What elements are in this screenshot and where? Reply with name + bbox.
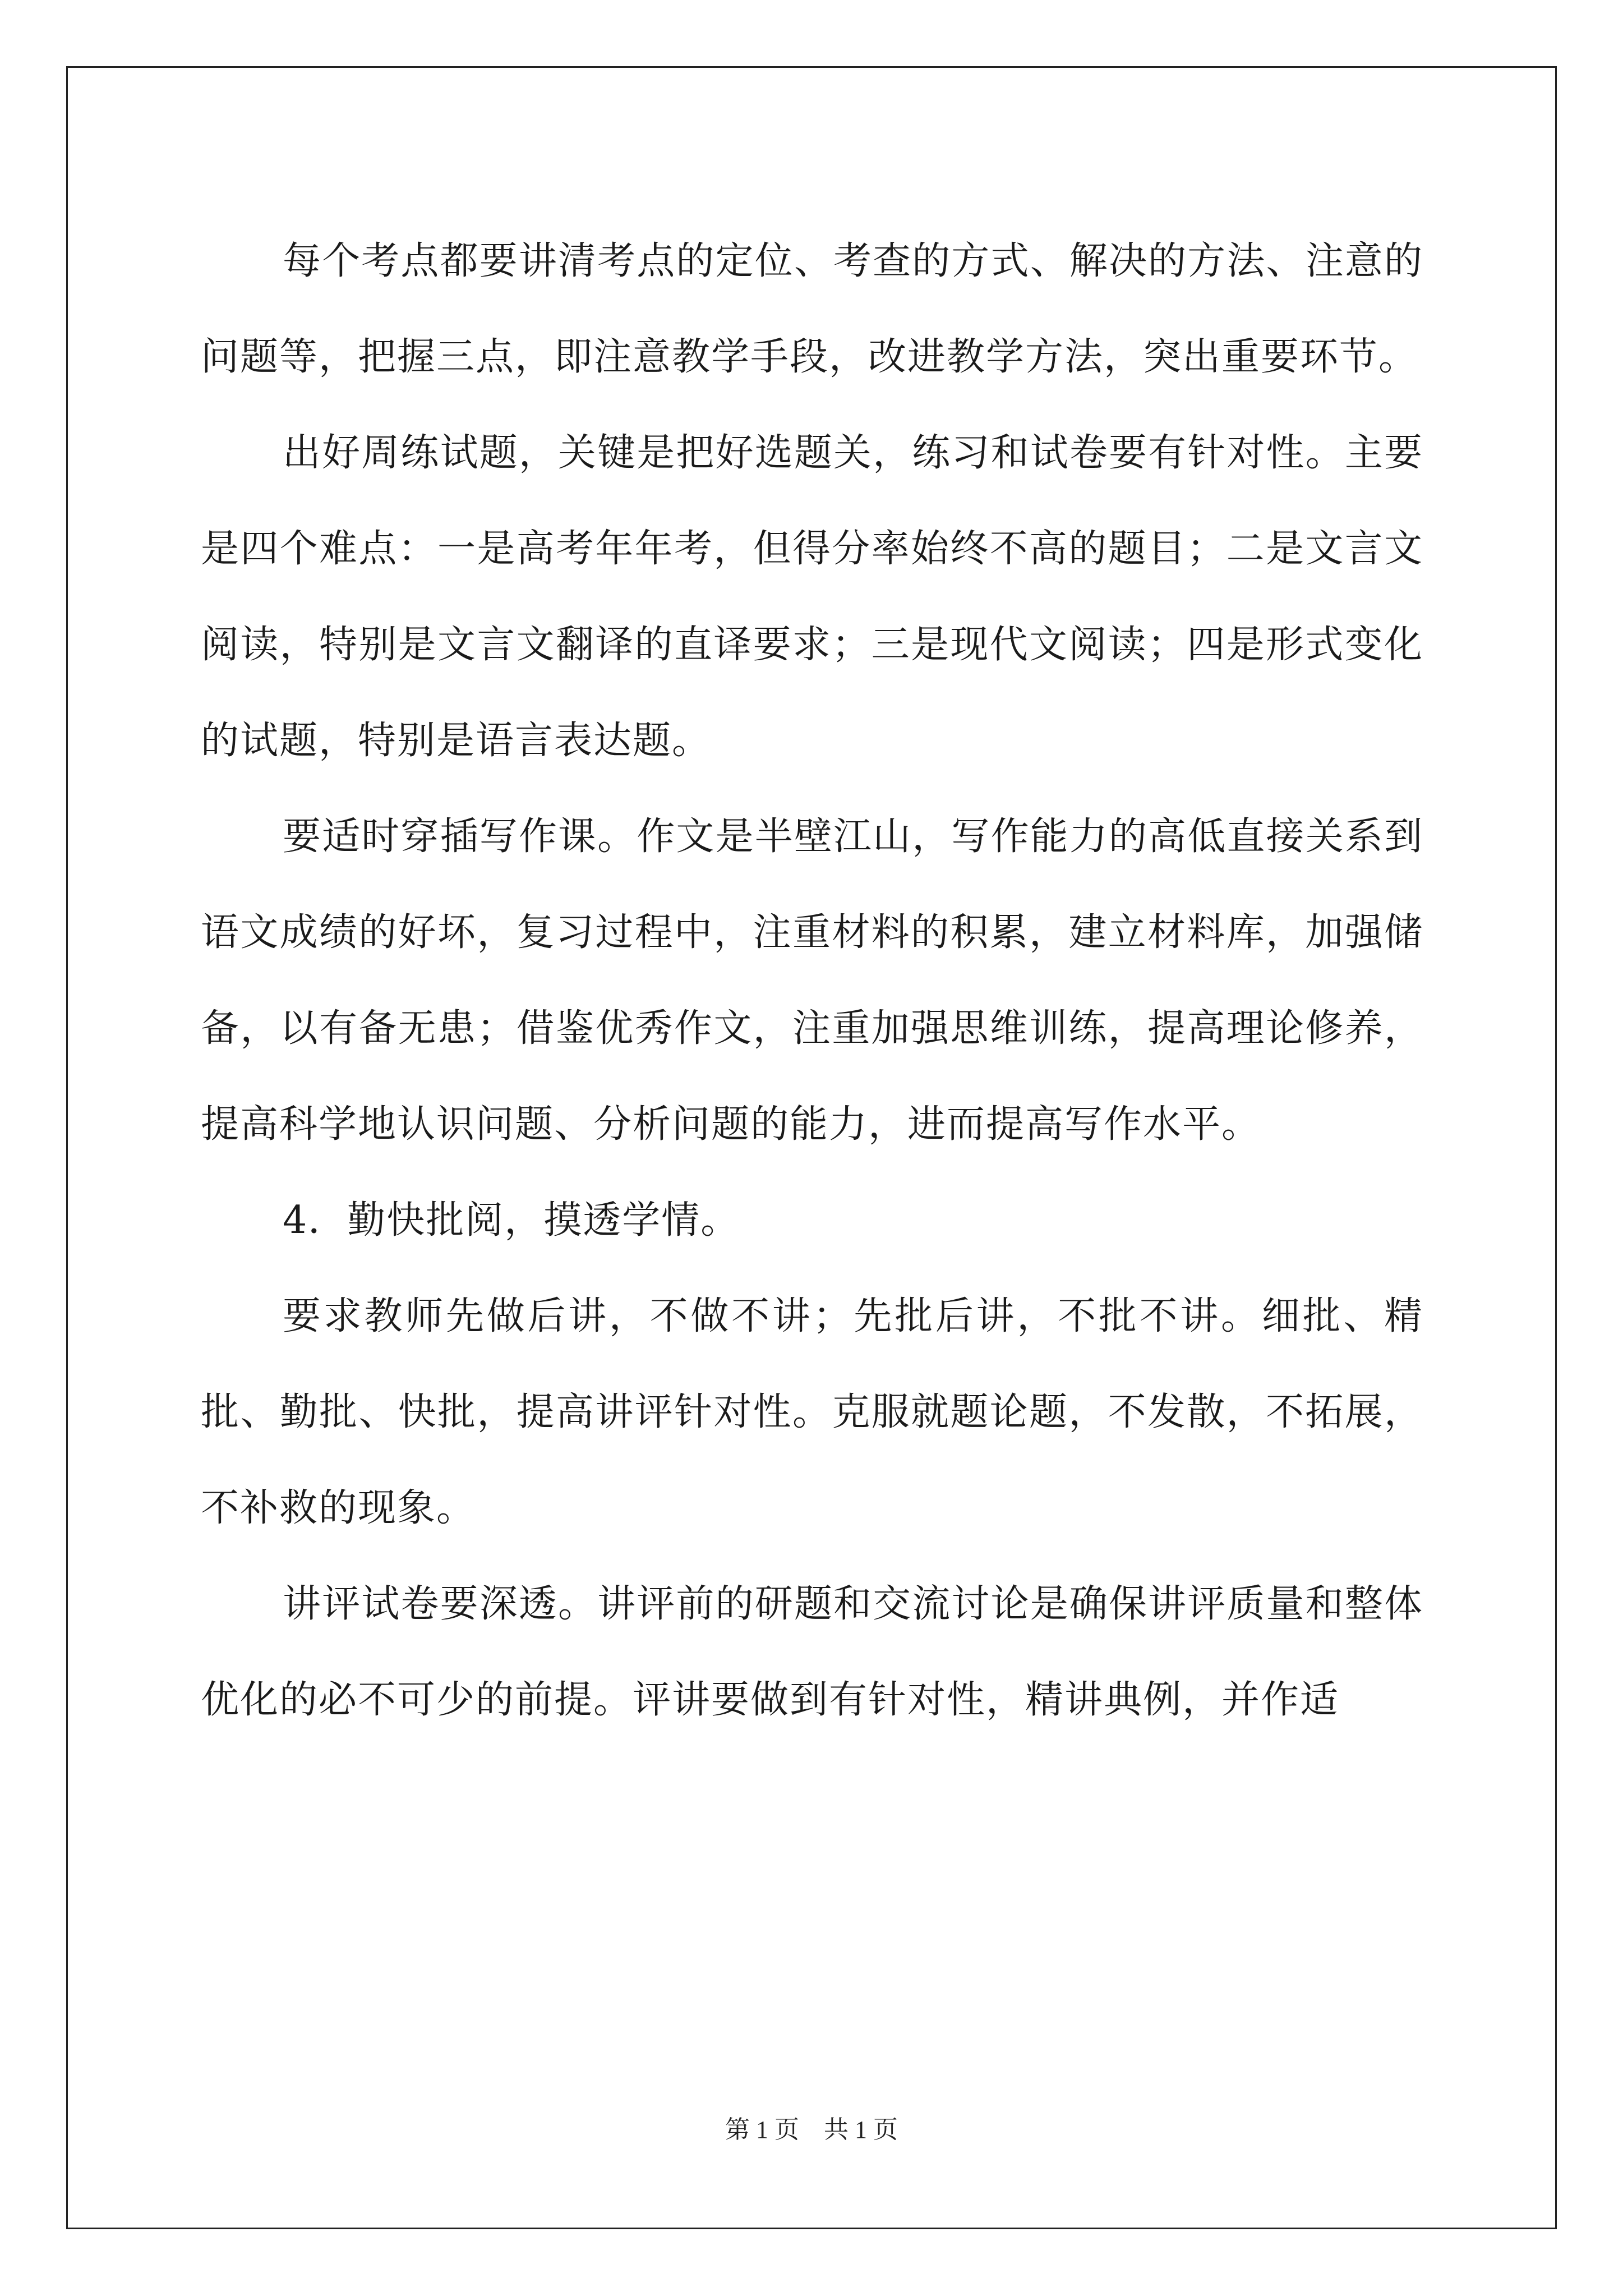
paragraph-6: 讲评试卷要深透。讲评前的研题和交流讨论是确保讲评质量和整体优化的必不可少的前提。评讲要做到有针对性，精讲典例，并作适 bbox=[201, 1582, 1423, 1722]
paragraph-1: 每个考点都要讲清考点的定位、考查的方式、解决的方法、注意的问题等，把握三点，即注意教学手段，改进教学方法，突出重要环节。 bbox=[201, 239, 1423, 379]
page-number-label: 第 1 页 共 1 页 bbox=[725, 2116, 898, 2143]
document-body bbox=[201, 213, 1423, 1748]
paragraph-2: 出好周练试题，关键是把好选题关，练习和试卷要有针对性。主要是四个难点：一是高考年年考，但得分率始终不高的题目；二是文言文阅读，特别是文言文翻译的直译要求；三是现代文阅读；四是形式变化的试题，特别是语言表达题。 bbox=[201, 431, 1423, 763]
paragraph-3: 要适时穿插写作课。作文是半壁江山，写作能力的高低直接关系到语文成绩的好坏，复习过程中，注重材料的积累，建立材料库，加强储备，以有备无患；借鉴优秀作文，注重加强思维训练，提高理论修养，提高科学地认识问题、分析问题的能力，进而提高写作水平。 bbox=[201, 815, 1423, 1147]
page-footer bbox=[0, 2109, 1623, 2145]
paragraph-4: 4．勤快批阅，摸透学情。 bbox=[283, 1198, 740, 1243]
paragraph-5: 要求教师先做后讲，不做不讲；先批后讲，不批不讲。细批、精批、勤批、快批，提高讲评针对性。克服就题论题，不发散，不拓展，不补救的现象。 bbox=[201, 1294, 1423, 1530]
